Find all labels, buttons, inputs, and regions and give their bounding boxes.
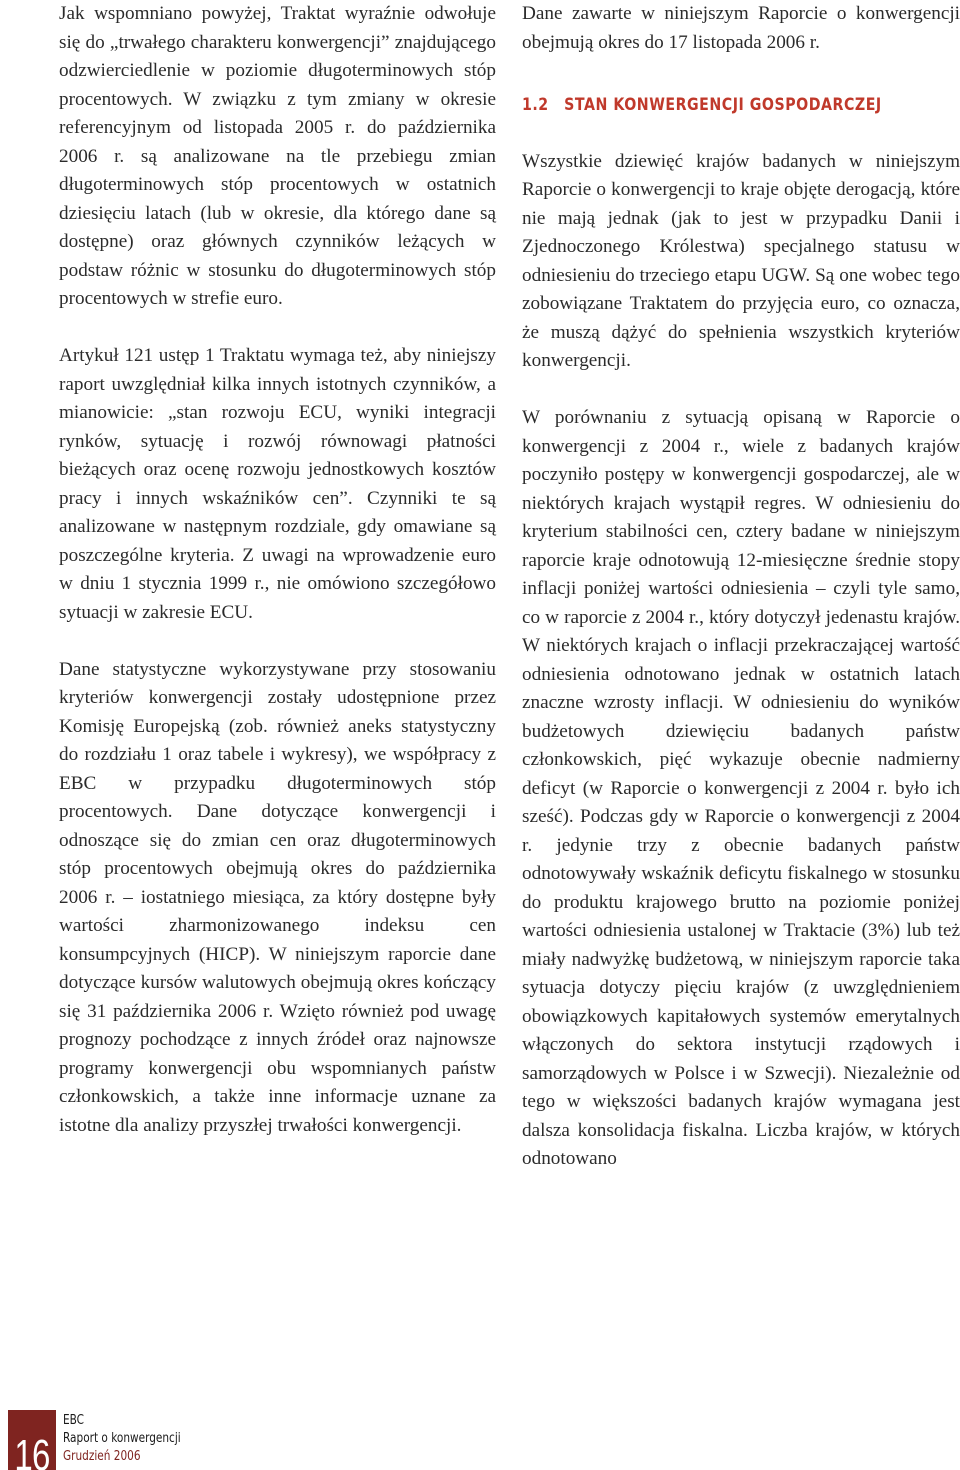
page-number-box bbox=[8, 1410, 56, 1470]
footer-date: Grudzień 2006 bbox=[63, 1449, 141, 1464]
section-number: 1.2 bbox=[522, 94, 549, 114]
footer-report-title: Raport o konwergencji bbox=[63, 1431, 181, 1446]
intro-paragraph: Dane zawarte w niniejszym Raporcie o konwergencji obejmują okres do 17 listopada 2006 r. bbox=[522, 3, 960, 53]
page-footer bbox=[0, 1410, 300, 1470]
page-number: 16 bbox=[14, 1431, 50, 1470]
body-paragraph: Jak wspomniano powyżej, Traktat wyraźnie odwołuje się do „trwałego charakteru konwergencji” znajdującego odzwierciedlenie w poziomie długoterminowych stóp procentowych. W związku z tym zmiany w okresie referencyjnym od listopada 2005 r. do października 2006 r. są analizowane na tle przebiegu zmian długoterminowych stóp procentowych w ostatnich dziesięciu latach (lub w okresie, dla którego dane są dostępne) oraz głównych czynników leżących w podstaw różnic w stosunku do długoterminowych stóp procentowych w strefie euro. bbox=[59, 3, 496, 309]
left-column bbox=[59, 0, 496, 1169]
section-heading bbox=[522, 86, 899, 120]
section-title: STAN KONWERGENCJI GOSPODARCZEJ bbox=[564, 94, 882, 114]
right-column bbox=[522, 0, 960, 1202]
footer-publisher: EBC bbox=[63, 1413, 85, 1428]
body-paragraph: Wszystkie dziewięć krajów badanych w niniejszym Raporcie o konwergencji to kraje objęte derogacją, które nie mają jednak (jak to jest w przypadku Danii i Zjednoczonego Królestwa) specjalnego statusu w odniesieniu do trzeciego etapu UGW. Są one wobec tego zobowiązane Traktatem do przyjęcia euro, co oznacza, że muszą dążyć do spełnienia wszystkich kryteriów konwergencji. bbox=[522, 150, 960, 371]
body-paragraph: Dane statystyczne wykorzystywane przy stosowaniu kryteriów konwergencji zostały udostępnione przez Komisję Europejską (zob. również aneks statystyczny do rozdziału 1 oraz tabele i wykresy), we współpracy z EBC w przypadku długoterminowych stóp procentowych. Dane dotyczące konwergencji i odnoszące się do zmian cen oraz długoterminowych stóp procentowych obejmują okres do października 2006 r. – iostatniego miesiąca, za który dostępne były wartości zharmonizowanego indeksu cen konsumpcyjnych (HICP). W niniejszym raporcie dane dotyczące kursów walutowych obejmują okres kończący się 31 października 2006 r. Wzięto również pod uwagę prognozy pochodzące z innych źródeł oraz najnowsze programy konwergencji obu wspomnianych państw członkowskich, a także inne informacje uznane za istotne dla analizy przyszłej trwałości konwergencji. bbox=[59, 658, 496, 1136]
footer-text bbox=[63, 1412, 181, 1466]
body-paragraph: W porównaniu z sytuacją opisaną w Raporcie o konwergencji z 2004 r., wiele z badanych krajów poczyniło postępy w konwergencji gospodarczej, ale w niektórych krajach wystąpił regres. W odniesieniu do kryterium stabilności cen, cztery badane w niniejszym raporcie kraje odnotowują 12-miesięczne średnie stopy inflacji poniżej wartości odniesienia – czyli tyle samo, co w raporcie z 2004 r., który dotyczył jedenastu krajów. W niektórych krajach o inflacji przekraczającej wartość odniesienia odnotowano jednak w ostatnich latach znaczne wzrosty inflacji. W odniesieniu do wyników budżetowych dziewięciu badanych państw członkowskich, pięć wykazuje obecnie nadmierny deficyt (w Raporcie o konwergencji z 2004 r. było ich sześć). Podczas gdy w Raporcie o konwergencji z 2004 r. jedynie trzy z obecnie badanych państw odnotowywały wskaźnik deficytu fiskalnego w stosunku do produktu krajowego brutto na poziomie poniżej wartości odniesienia ustalonej w Traktacie (3%) lub też miały nadwyżkę budżetową, w niniejszym raporcie taka sytuacja dotyczy pięciu krajów (z uwzględnieniem obowiązkowych kapitałowych systemów emerytalnych włączonych do sektora instytucji rządowych i samorządowych w Polsce i w Szwecji). Niezależnie od tego w większości badanych krajów wymagana jest dalsza konsolidacja fiskalna. Liczba krajów, w których odnotowano bbox=[522, 407, 960, 1169]
body-paragraph: Artykuł 121 ustęp 1 Traktatu wymaga też, aby niniejszy raport uwzględniał kilka innych istotnych czynników, a mianowicie: „stan rozwoju ECU, wyniki integracji rynków, sytuację i rozwój równowagi płatności bieżących oraz ocenę rozwoju jednostkowych kosztów pracy i innych wskaźników cen”. Czynniki te są analizowane w następnym rozdziale, gdy omawiane są poszczególne kryteria. Z uwagi na wprowadzenie euro w dniu 1 stycznia 1999 r., nie omówiono szczegółowo sytuacji w zakresie ECU. bbox=[59, 345, 496, 623]
